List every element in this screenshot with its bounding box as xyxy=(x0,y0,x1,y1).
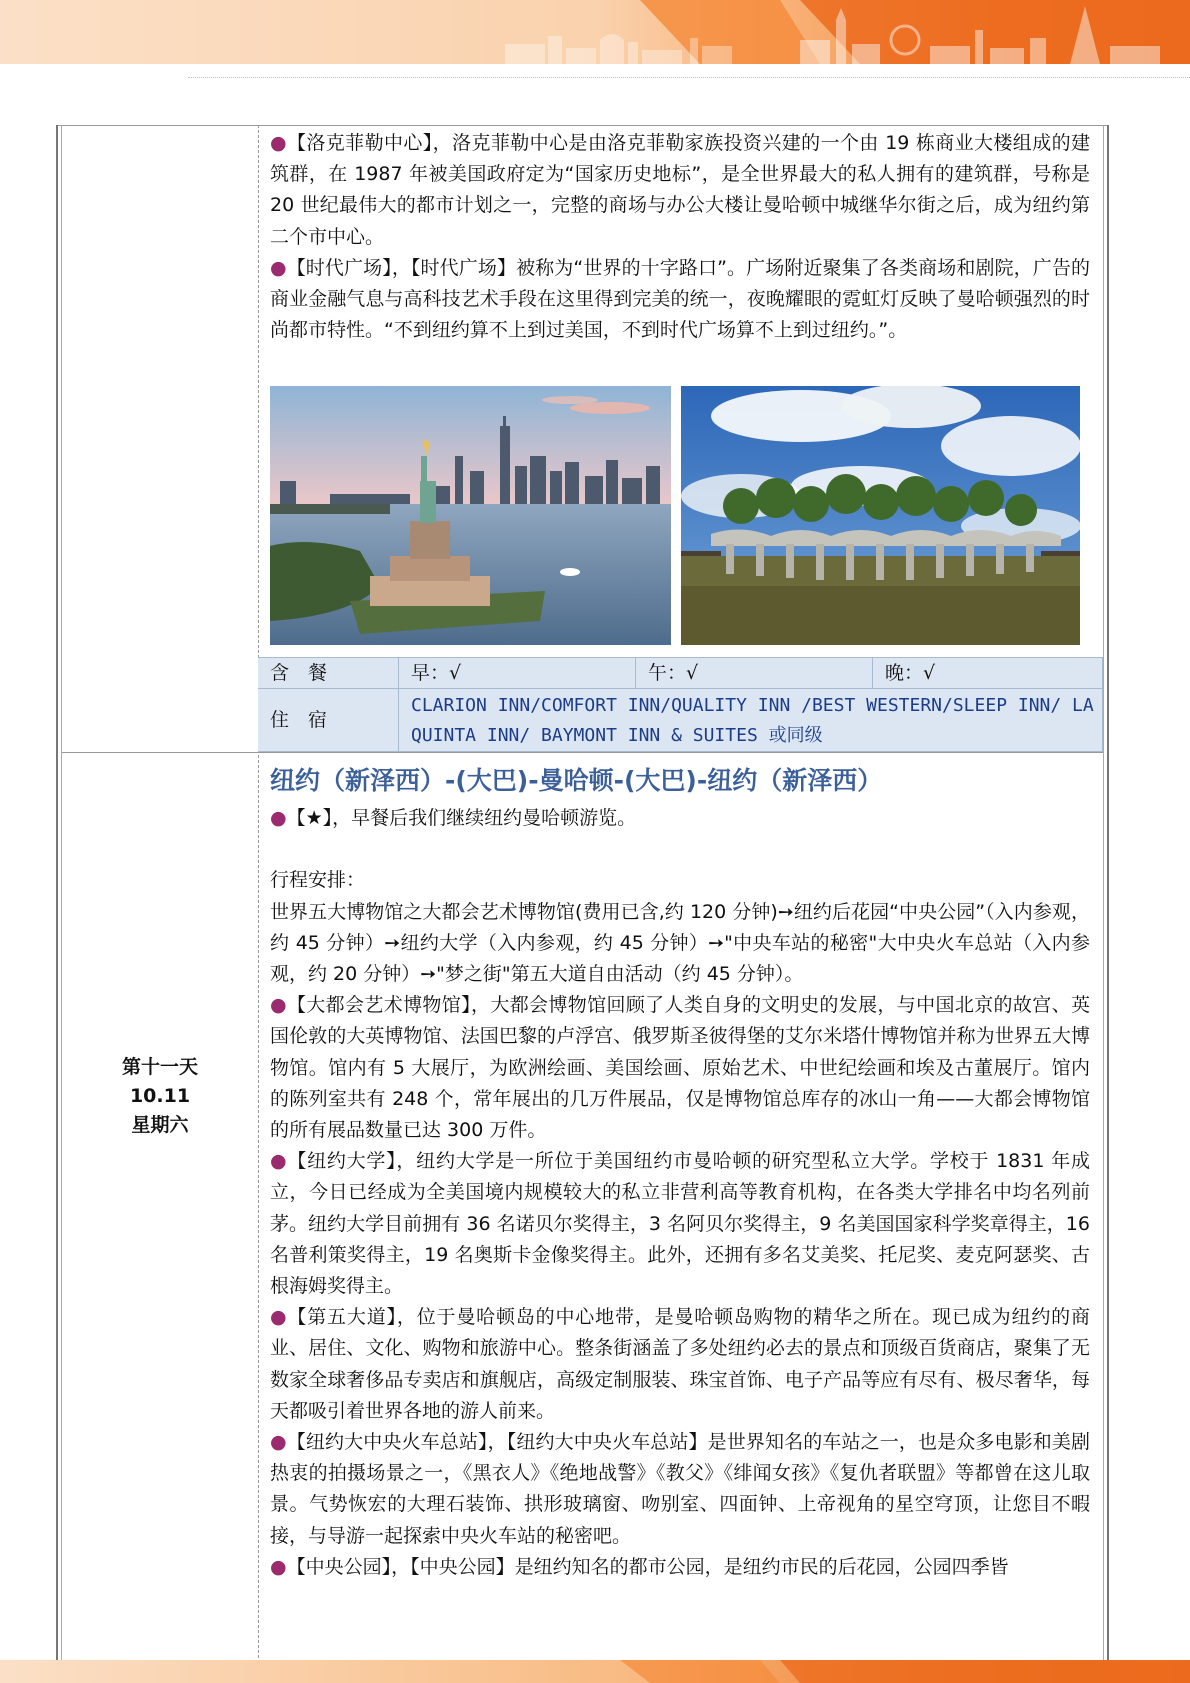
table-left-inner-border xyxy=(61,125,62,1663)
paragraph-text: 【纽约大学】，纽约大学是一所位于美国纽约市曼哈顿的研究型私立大学。学校于 1831 年成立，今日已经成为全美国境内规模较大的私立非营利高等教育机构，在各类大学排名中均名列前茅。纽约大学目前拥有 36 名诺贝尔奖得主，3 名阿贝尔奖得主，9 名美国国家科学奖章得主，16 名普利策奖得主，19 名奥斯卡金像奖得主。此外，还拥有多名艾美奖、托尼奖、麦克阿瑟奖、古根海姆奖得主。 xyxy=(270,1150,1090,1298)
bullet-icon: ● xyxy=(270,1555,287,1578)
day-eleven-content xyxy=(270,763,1090,1583)
bullet-icon: ● xyxy=(270,256,287,279)
meals-label-text: 含 餐 xyxy=(270,662,328,684)
day-weekday: 星期六 xyxy=(131,1114,189,1136)
paragraph-text: 【大都会艺术博物馆】，大都会博物馆回顾了人类自身的文明史的发展，与中国北京的故宫、英国伦敦的大英博物馆、法国巴黎的卢浮宫、俄罗斯圣彼得堡的艾尔米塔什博物馆并称为世界五大博物馆。馆内有 5 大展厅，为欧洲绘画、美国绘画、原始艺术、中世纪绘画和埃及古董展厅。馆内的陈列室共有 248 个，常年展出的几万件展品，仅是博物馆总库存的冰山一角——大都会博物馆的所有展品数量已达 300 万件。 xyxy=(270,994,1090,1142)
statue-of-liberty-photo xyxy=(270,386,671,645)
header-dotted-rule xyxy=(188,77,1190,78)
dinner-cell xyxy=(873,657,1103,689)
lodging-line-2: QUINTA INN/ BAYMONT INN & SUITES 或同级 xyxy=(411,725,823,746)
table-top-border xyxy=(56,125,1109,126)
lunch-cell xyxy=(636,657,873,689)
itinerary-table xyxy=(56,125,1109,1663)
lunch-value: 午：√ xyxy=(648,662,699,684)
footer-graphic xyxy=(0,1660,1190,1683)
paragraph-rockefeller xyxy=(270,128,1090,253)
paragraph-fifth-avenue xyxy=(270,1302,1090,1427)
bullet-icon: ● xyxy=(270,994,287,1017)
paragraph-times-square xyxy=(270,253,1090,347)
lodging-label xyxy=(258,689,399,752)
previous-day-content xyxy=(270,128,1090,346)
paragraph-grand-central xyxy=(270,1427,1090,1552)
day-row-divider xyxy=(62,752,1103,753)
paragraph-text: 【★】，早餐后我们继续纽约曼哈顿游览。 xyxy=(286,807,637,829)
table-left-border xyxy=(56,125,58,1663)
bullet-icon: ● xyxy=(270,1150,288,1173)
day-label: 第十一天 xyxy=(121,1056,198,1078)
meals-label xyxy=(258,657,399,689)
bullet-icon: ● xyxy=(270,1431,287,1454)
column-divider xyxy=(258,125,259,1663)
paragraph-text: 【中央公园】，【中央公园】是纽约知名的都市公园，是纽约市民的后花园，公园四季皆 xyxy=(286,1555,1009,1578)
paragraph-text: 【时代广场】，【时代广场】被称为“世界的十字路口”。广场附近聚集了各类商场和剧院，广告的商业金融气息与高科技艺术手段在这里得到完美的统一，夜晚耀眼的霓虹灯反映了曼哈顿强烈的时尚都市特性。“不到纽约算不上到过美国，不到时代广场算不上到过纽约。”。 xyxy=(270,256,1090,342)
photo-row xyxy=(270,386,1090,645)
table-right-inner-border xyxy=(1103,125,1104,1663)
lodging-label-text: 住 宿 xyxy=(270,709,328,731)
breakfast-cell xyxy=(399,657,636,689)
bullet-icon: ● xyxy=(270,807,287,829)
footer-banner xyxy=(0,1660,1190,1683)
lodging-cell xyxy=(399,689,1103,752)
paragraph-nyu xyxy=(270,1146,1090,1302)
paragraph-text: 【第五大道】，位于曼哈顿岛的中心地带，是曼哈顿岛购物的精华之所在。现已成为纽约的商业、居住、文化、购物和旅游中心。整条街涵盖了多处纽约必去的景点和顶级百货商店，聚集了无数家全球奢侈品专卖店和旗舰店，高级定制服装、珠宝首饰、电子产品等应有尽有、极尽奢华，每天都吸引着世界各地的游人前来。 xyxy=(270,1306,1090,1422)
day-date-cell xyxy=(62,1053,258,1140)
table-right-border xyxy=(1107,125,1109,1663)
day-date: 10.11 xyxy=(129,1085,191,1107)
paragraph-text: 【纽约大中央火车总站】，【纽约大中央火车总站】是世界知名的车站之一，也是众多电影和美剧热衷的拍摄场景之一，《黑衣人》《绝地战警》《教父》《绯闻女孩》《复仇者联盟》等都曾在这儿取景。气势恢宏的大理石装饰、拱形玻璃窗、吻别室、四面钟、上帝视角的星空穹顶，让您目不暇接，与导游一起探索中央火车站的秘密吧。 xyxy=(270,1431,1090,1547)
spacer xyxy=(270,834,1090,865)
header-banner xyxy=(0,0,1190,64)
paragraph-central-park xyxy=(270,1552,1090,1583)
intro-paragraph xyxy=(270,803,1090,834)
dinner-value: 晚：√ xyxy=(885,662,936,684)
paragraph-text: 【洛克菲勒中心】，洛克菲勒中心是由洛克菲勒家族投资兴建的一个由 19 栋商业大楼组成的建筑群，在 1987 年被美国政府定为“国家历史地标”，是全世界最大的私人拥有的建筑群，号称是 20 世纪最伟大的都市计划之一，完整的商场与办公大楼让曼哈顿中城继华尔街之后，成为纽约第二个市中心。 xyxy=(270,132,1090,248)
day-title: 纽约（新泽西）-(大巴)-曼哈顿-(大巴)-纽约（新泽西） xyxy=(270,766,883,795)
schedule-text: 世界五大博物馆之大都会艺术博物馆(费用已含,约 120 分钟)➙纽约后花园“中央公园”（入内参观，约 45 分钟）➙纽约大学（入内参观，约 45 分钟）➙"中央车站的秘密"大中央火车总站（入内参观，约 20 分钟）➙"梦之街"第五大道自由活动（约 45 分钟）。 xyxy=(270,900,1090,985)
little-island-photo xyxy=(681,386,1080,645)
lodging-line-1: CLARION INN/COMFORT INN/QUALITY INN /BEST WESTERN/SLEEP INN/ LA xyxy=(411,695,1094,716)
schedule-label: 行程安排： xyxy=(270,869,366,892)
paragraph-met-museum xyxy=(270,990,1090,1146)
bullet-icon: ● xyxy=(270,132,287,154)
bullet-icon: ● xyxy=(270,1306,288,1329)
city-skyline-graphic xyxy=(0,0,1190,64)
breakfast-value: 早：√ xyxy=(411,662,462,684)
meal-lodging-table xyxy=(258,657,1103,752)
